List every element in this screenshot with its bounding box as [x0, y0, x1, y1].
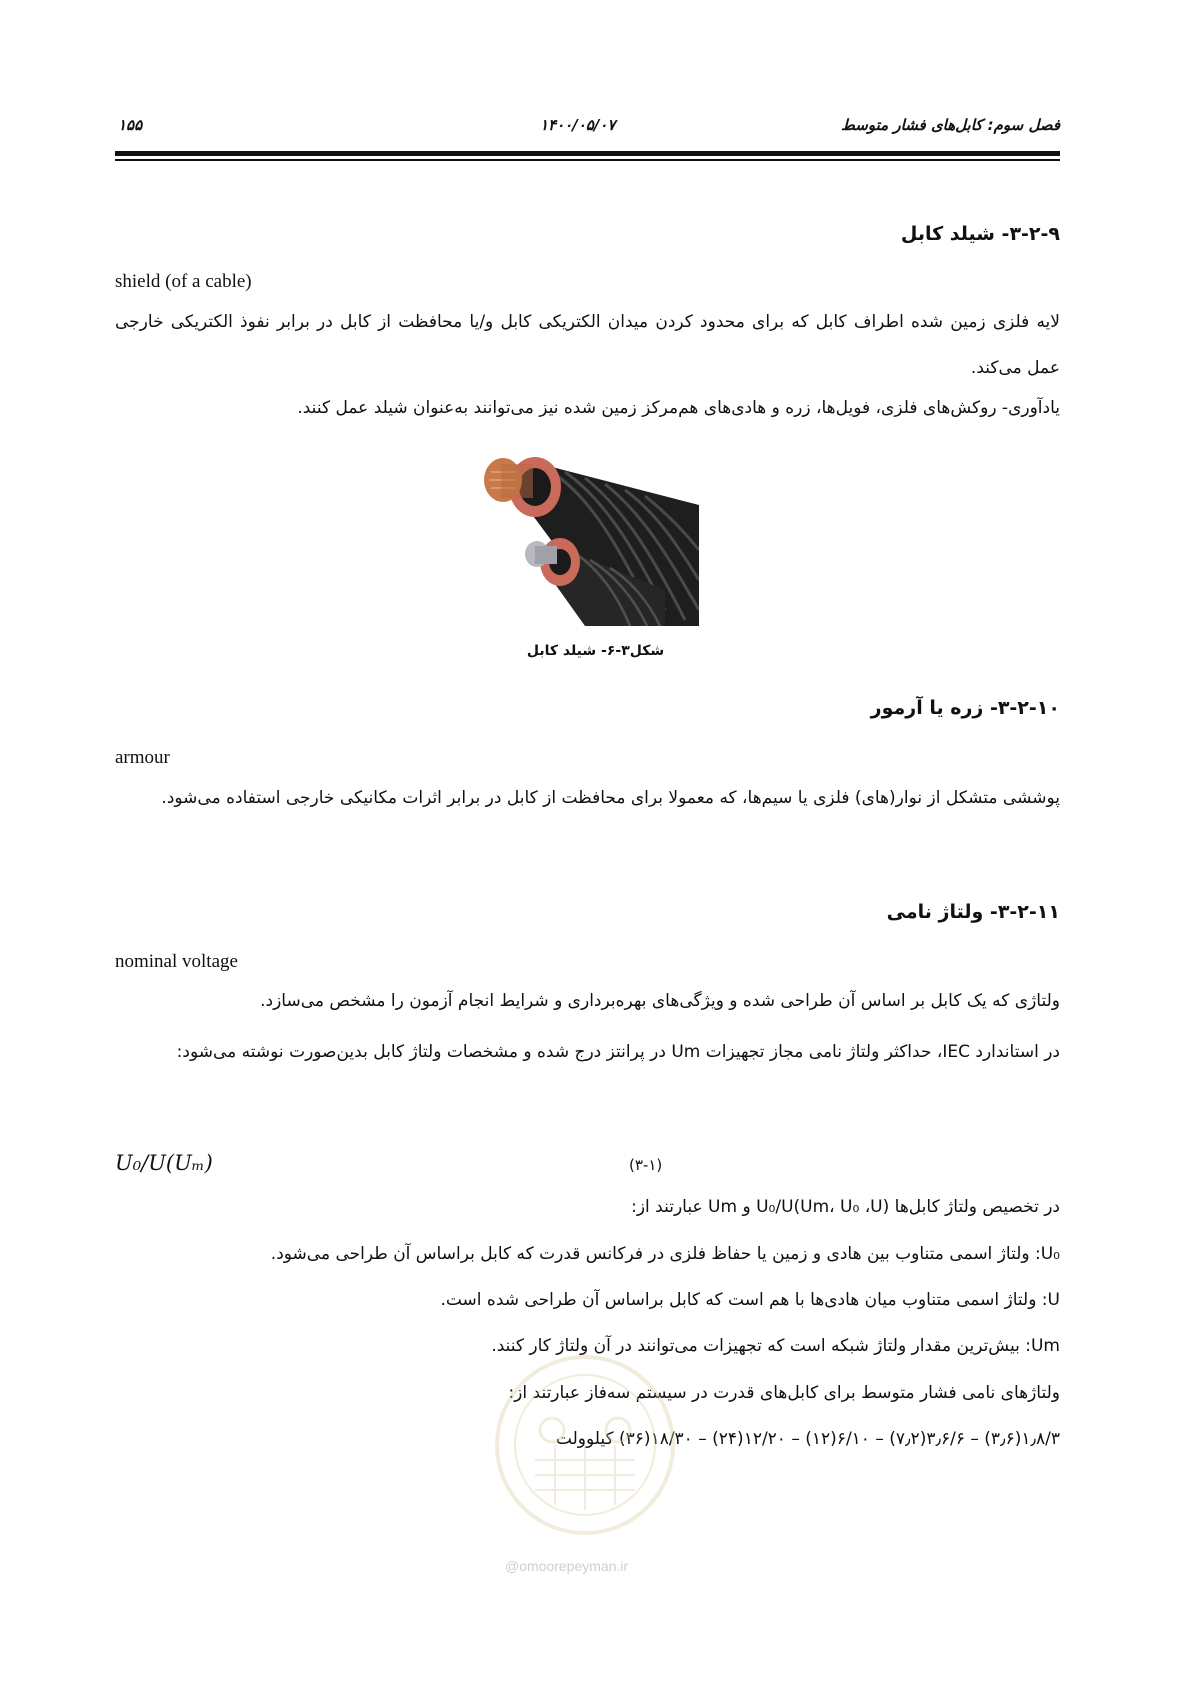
- english-term-armour: armour: [115, 747, 170, 768]
- paragraph-armour-definition: پوششی متشکل از نوار(های) فلزی یا سیم‌ها، که معمولا برای محافظت از کابل در برابر اثرات مکانیکی خارجی استفاده می‌شود.: [161, 788, 1060, 808]
- voltage-formula: U₀/U(Uₘ): [115, 1151, 213, 1175]
- cable-illustration: [465, 450, 699, 626]
- equation-number: (۳-۱): [629, 1156, 663, 1174]
- ratings-intro: ولتاژهای نامی فشار متوسط برای کابل‌های قدرت در سیستم سه‌فاز عبارتند از:: [508, 1383, 1060, 1403]
- section-title-armour: ۳-۲-۱۰- زره یا آرمور: [870, 697, 1060, 719]
- definition-um: Um: بیش‌ترین مقدار ولتاژ شبکه است که تجهیزات می‌توانند در آن ولتاژ کار کنند.: [491, 1336, 1060, 1356]
- header-rule-thick: [115, 151, 1060, 156]
- note-shield: یادآوری- روکش‌های فلزی، فویل‌ها، زره و هادی‌های هم‌مرکز زمین شده نیز می‌توانند به‌عنوان شیلد عمل کنند.: [297, 398, 1060, 418]
- english-term-shield: shield (of a cable): [115, 271, 252, 292]
- watermark-seal: [490, 1350, 680, 1540]
- section-title-nominal-voltage: ۳-۲-۱۱- ولتاژ نامی: [886, 901, 1060, 923]
- figure-caption: شکل۳-۶- شیلد کابل: [526, 643, 665, 659]
- header-date: ۱۴۰۰/۰۵/۰۷: [540, 116, 616, 134]
- paragraph-shield-definition: لایه فلزی زمین شده اطراف کابل که برای محدود کردن میدان الکتریکی کابل و/یا محافظت از کابل در برابر نفوذ الکتریکی خارجی عمل می‌کند.: [115, 312, 1060, 378]
- page-number: ۱۵۵: [118, 116, 143, 134]
- voltage-ratings: ۱٫۸/۳(۳٫۶) – ۳٫۶/۶(۷٫۲) – ۶/۱۰(۱۲) – ۱۲/۲۰(۲۴) – ۱۸/۳۰(۳۶) کیلوولت: [555, 1429, 1060, 1449]
- paragraph-nominal-voltage: ولتاژی که یک کابل بر اساس آن طراحی شده و ویژگی‌های بهره‌برداری و شرایط انجام آزمون را مشخص می‌سازد.: [260, 991, 1060, 1011]
- seal-emblem-icon: [490, 1350, 680, 1540]
- paragraph-iec-voltage: در استاندارد IEC، حداکثر ولتاژ نامی مجاز تجهیزات Um در پرانتز درج شده و مشخصات ولتاژ کابل بدین‌صورت نوشته می‌شود:: [176, 1042, 1060, 1062]
- watermark-site: @omoorepeyman.ir: [505, 1558, 629, 1574]
- definitions-intro: در تخصیص ولتاژ کابل‌ها (U₀/U(Um، U₀ ،U و Um عبارتند از:: [631, 1197, 1060, 1217]
- chapter-title: فصل سوم: کابل‌های فشار متوسط: [841, 116, 1060, 134]
- definition-u0: U₀: ولتاژ اسمی متناوب بین هادی و زمین یا حفاظ فلزی در فرکانس قدرت که کابل براساس آن طراحی می‌شود.: [270, 1244, 1060, 1264]
- english-term-nominal-voltage: nominal voltage: [115, 951, 238, 972]
- header-rule-thin: [115, 159, 1060, 161]
- cable-shield-figure: [465, 450, 699, 626]
- definition-u: U: ولتاژ اسمی متناوب میان هادی‌ها با هم است که کابل براساس آن طراحی شده است.: [440, 1290, 1060, 1310]
- section-title-shield: ۳-۲-۹- شیلد کابل: [900, 223, 1060, 245]
